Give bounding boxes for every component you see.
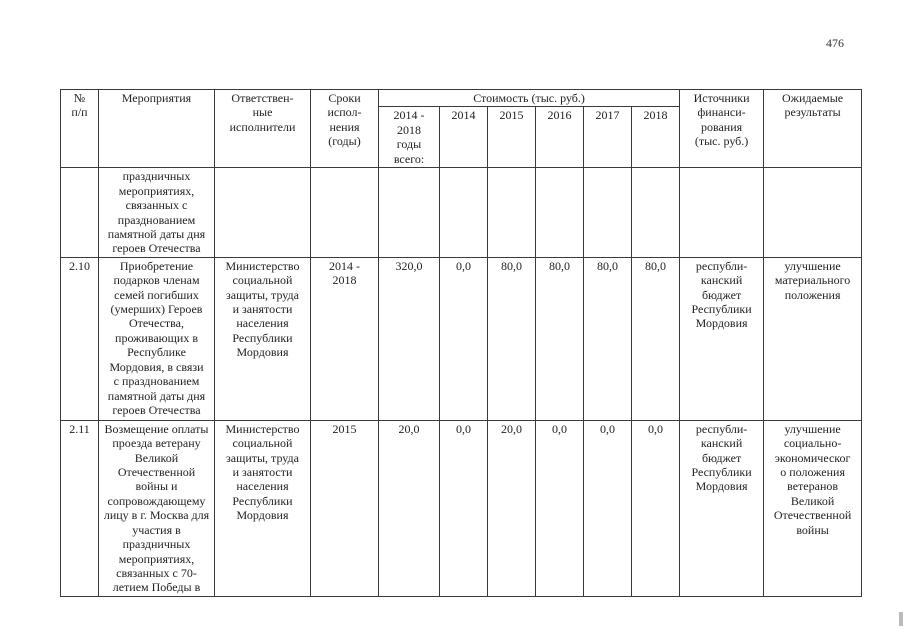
page-number: 476	[826, 36, 844, 50]
header-activity: Мероприятия	[99, 90, 215, 168]
cell-2018: 0,0	[632, 420, 680, 596]
header-num: № п/п	[61, 90, 99, 168]
header-sources: Источники финанси- рования (тыс. руб.)	[680, 90, 764, 168]
cell-2015: 80,0	[488, 257, 536, 420]
header-2016: 2016	[536, 107, 584, 168]
cell-responsible: Министерство социальной защиты, труда и занятости населения Республики Мордовия	[215, 420, 311, 596]
cell-results: улучшение материального положения	[764, 257, 862, 420]
header-2017: 2017	[584, 107, 632, 168]
cell-2018	[632, 168, 680, 257]
scan-edge-mark	[899, 612, 903, 626]
cell-terms	[311, 168, 379, 257]
table-row	[61, 420, 862, 596]
cell-sources: республи- канский бюджет Республики Мордовия	[680, 420, 764, 596]
header-terms: Сроки испол- нения (годы)	[311, 90, 379, 168]
cell-num	[61, 168, 99, 257]
cell-2016: 80,0	[536, 257, 584, 420]
cell-terms: 2014 - 2018	[311, 257, 379, 420]
cell-2017	[584, 168, 632, 257]
activities-table	[60, 89, 862, 597]
header-responsible: Ответствен- ные исполнители	[215, 90, 311, 168]
cell-activity: праздничных мероприятиях, связанных с празднованием памятной даты дня героев Отечества	[99, 168, 215, 257]
header-2014: 2014	[440, 107, 488, 168]
cell-results: улучшение социально- экономическог о положения ветеранов Великой Отечественной войны	[764, 420, 862, 596]
header-cost: Стоимость (тыс. руб.)	[379, 90, 680, 107]
cell-2017: 80,0	[584, 257, 632, 420]
cell-activity: Возмещение оплаты проезда ветерану Великой Отечественной войны и сопровождающему лицу в г. Москва для участия в праздничных мероприятиях, связанных с 70- летием Победы в	[99, 420, 215, 596]
cell-2015: 20,0	[488, 420, 536, 596]
cell-2015	[488, 168, 536, 257]
cell-total: 20,0	[379, 420, 440, 596]
cell-2017: 0,0	[584, 420, 632, 596]
table-row-continuation	[61, 168, 862, 257]
cell-sources	[680, 168, 764, 257]
cell-2014	[440, 168, 488, 257]
cell-sources: республи- канский бюджет Республики Мордовия	[680, 257, 764, 420]
cell-2018: 80,0	[632, 257, 680, 420]
cell-2014: 0,0	[440, 420, 488, 596]
cell-terms: 2015	[311, 420, 379, 596]
cell-activity: Приобретение подарков членам семей погибших (умерших) Героев Отечества, проживающих в Республике Мордовия, в связи с празднованием памятной даты дня героев Отечества	[99, 257, 215, 420]
cell-2016	[536, 168, 584, 257]
header-2015: 2015	[488, 107, 536, 168]
cell-total	[379, 168, 440, 257]
cell-2014: 0,0	[440, 257, 488, 420]
table-row	[61, 257, 862, 420]
cell-total: 320,0	[379, 257, 440, 420]
header-total: 2014 - 2018 годы всего:	[379, 107, 440, 168]
cell-2016: 0,0	[536, 420, 584, 596]
cell-num: 2.11	[61, 420, 99, 596]
cell-responsible: Министерство социальной защиты, труда и занятости населения Республики Мордовия	[215, 257, 311, 420]
table-header-row	[61, 90, 862, 107]
cell-num: 2.10	[61, 257, 99, 420]
cell-results	[764, 168, 862, 257]
header-2018: 2018	[632, 107, 680, 168]
header-results: Ожидаемые результаты	[764, 90, 862, 168]
cell-responsible	[215, 168, 311, 257]
